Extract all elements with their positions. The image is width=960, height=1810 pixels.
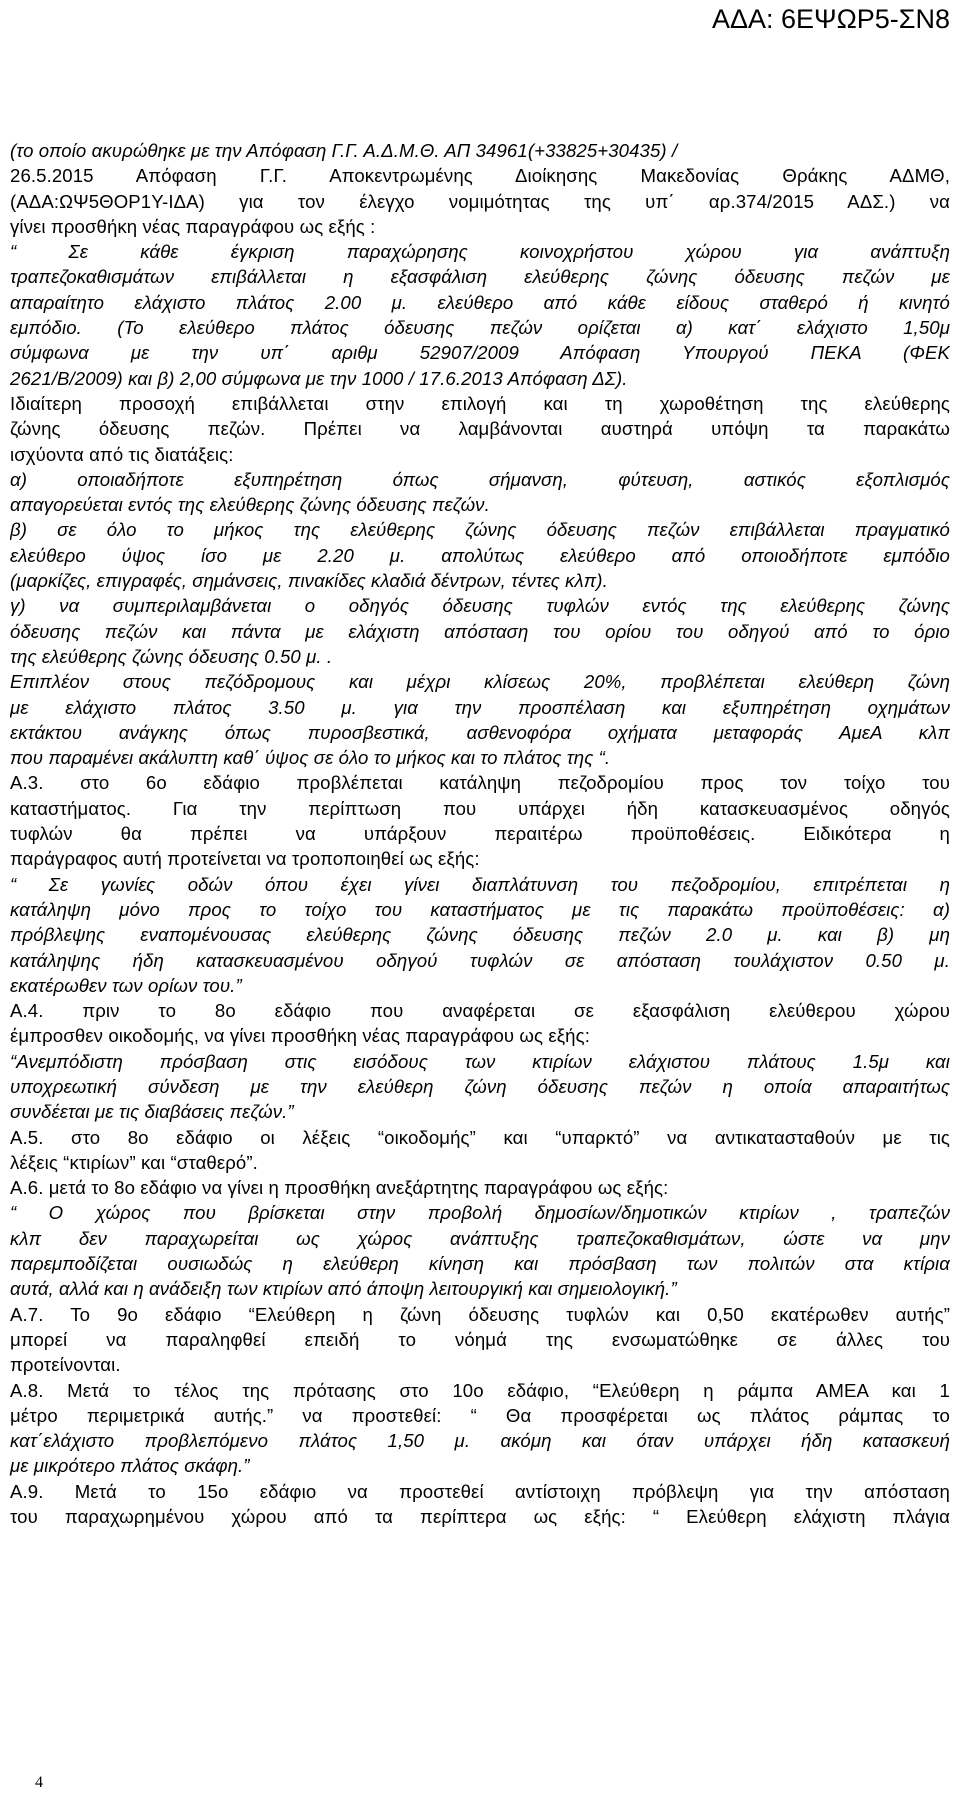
text-line: μπορεί να παραληφθεί επειδή το νόημά της ενσωματώθηκε σε άλλες του <box>10 1328 950 1350</box>
text-line: “Ανεμπόδιστη πρόσβαση στις εισόδους των κτιρίων ελάχιστου πλάτους 1.5μ και <box>10 1050 950 1072</box>
text-line: (το οποίο ακυρώθηκε με την Απόφαση Γ.Γ. Α.Δ.Μ.Θ. ΑΠ 34961(+33825+30435) / <box>10 140 678 161</box>
text-line: εκτάκτου ανάγκης όπως πυροσβεστικά, ασθενοφόρα οχήματα μεταφοράς ΑμεΑ κλπ <box>10 721 950 743</box>
text-line: κατ΄ελάχιστο προβλεπόμενο πλάτος 1,50 μ. ακόμη και όταν υπάρχει ήδη κατασκευή <box>10 1430 950 1452</box>
text-line: πρόβλεψης εναπομένουσας ελεύθερης ζώνης όδευσης πεζών 2.0 μ. και β) μη <box>10 924 950 946</box>
text-line: της ελεύθερης ζώνης όδευσης 0.50 μ. . <box>10 645 333 667</box>
text-line: όδευσης πεζών και πάντα με ελάχιστη απόσταση του ορίου του οδηγού από το όριο <box>10 620 950 642</box>
text-line: προτείνονται. <box>10 1354 121 1376</box>
text-line: τυφλών θα πρέπει να υπάρξουν περαιτέρω προϋποθέσεις. Ειδικότερα η <box>10 823 950 845</box>
page-number: 4 <box>35 1774 43 1791</box>
text-line: καταστήματος. Για την περίπτωση που υπάρχει ήδη κατασκευασμένος οδηγός <box>10 797 950 819</box>
text-line: απαραίτητο ελάχιστο πλάτος 2.00 μ. ελεύθερο από κάθε είδους σταθερό ή κινητό <box>10 291 950 313</box>
text-line: Α.9. Μετά το 15ο εδάφιο να προστεθεί αντίστοιχη πρόβλεψη για την απόσταση <box>10 1480 950 1502</box>
text-line: “ Ο χώρος που βρίσκεται στην προβολή δημοσίων/δημοτικών κτιρίων , τραπεζών <box>10 1202 950 1224</box>
text-line: παράγραφος αυτή προτείνεται να τροποποιηθεί ως εξής: <box>10 848 480 870</box>
text-line: Α.6. μετά το 8ο εδάφιο να γίνει η προσθήκη ανεξάρτητης παραγράφου ως εξής: <box>10 1177 669 1199</box>
text-line: μέτρο περιμετρικά αυτής.” να προστεθεί: “ Θα προσφέρεται ως πλάτος ράμπας το <box>10 1404 950 1426</box>
text-line: (ΑΔΑ:ΩΨ5ΘΟΡ1Υ-ΙΔΑ) για τον έλεγχο νομιμότητας της υπ΄ αρ.374/2015 ΑΔΣ.) να <box>10 190 950 212</box>
text-line: κατάληψη μόνο προς το τοίχο του καταστήματος με τις παρακάτω προϋποθέσεις: α) <box>10 898 950 920</box>
text-line: εκατέρωθεν των ορίων του.” <box>10 974 242 996</box>
document-body <box>10 138 950 1529</box>
text-line: έμπροσθεν οικοδομής, να γίνει προσθήκη νέας παραγράφου ως εξής: <box>10 1025 590 1047</box>
text-line: συνδέεται με τις διαβάσεις πεζών.” <box>10 1101 294 1123</box>
ada-header: ΑΔΑ: 6ΕΨΩΡ5-ΣΝ8 <box>711 4 950 34</box>
text-line: ισχύοντα από τις διατάξεις: <box>10 443 234 465</box>
text-line: με ελάχιστο πλάτος 3.50 μ. για την προσπέλαση και εξυπηρέτηση οχημάτων <box>10 696 950 718</box>
text-line: 26.5.2015 Απόφαση Γ.Γ. Αποκεντρωμένης Διοίκησης Μακεδονίας Θράκης ΑΔΜΘ, <box>10 165 950 187</box>
text-line: λέξεις “κτιρίων” και “σταθερό”. <box>10 1151 258 1173</box>
text-line: ελεύθερο ύψος ίσο με 2.20 μ. απολύτως ελεύθερο από οποιοδήποτε εμπόδιο <box>10 544 950 566</box>
text-line: Ιδιαίτερη προσοχή επιβάλλεται στην επιλογή και τη χωροθέτηση της ελεύθερης <box>10 392 950 414</box>
text-line: Α.5. στο 8ο εδάφιο οι λέξεις “οικοδομής” και “υπαρκτό” να αντικατασταθούν με τις <box>10 1126 950 1148</box>
text-line: 2621/Β/2009) και β) 2,00 σύμφωνα με την 1000 / 17.6.2013 Απόφαση ΔΣ). <box>10 367 628 389</box>
text-line: αυτά, αλλά και η ανάδειξη των κτιρίων από άποψη λειτουργική και σημειολογική.” <box>10 1278 677 1300</box>
text-line: με μικρότερο πλάτος σκάφη.” <box>10 1455 250 1477</box>
text-line: ζώνης όδευσης πεζών. Πρέπει να λαμβάνονται αυστηρά υπόψη τα παρακάτω <box>10 418 950 440</box>
text-line: β) σε όλο το μήκος της ελεύθερης ζώνης όδευσης πεζών επιβάλλεται πραγματικό <box>10 519 950 541</box>
text-line: Α.3. στο 6ο εδάφιο προβλέπεται κατάληψη πεζοδρομίου προς τον τοίχο του <box>10 772 950 794</box>
text-line: εμπόδιο. (Το ελεύθερο πλάτος όδευσης πεζών ορίζεται α) κατ΄ ελάχιστο 1,50μ <box>10 317 950 339</box>
text-line: κατάληψης ήδη κατασκευασμένου οδηγού τυφλών σε απόσταση τουλάχιστον 0.50 μ. <box>10 949 950 971</box>
text-line: γ) να συμπεριλαμβάνεται ο οδηγός όδευσης τυφλών εντός της ελεύθερης ζώνης <box>10 595 950 617</box>
text-line: του παραχωρημένου χώρου από τα περίπτερα ως εξής: “ Ελεύθερη ελάχιστη πλάγια <box>10 1506 950 1528</box>
text-line: α) οποιαδήποτε εξυπηρέτηση όπως σήμανση, φύτευση, αστικός εξοπλισμός <box>10 468 950 490</box>
text-line: κλπ δεν παραχωρείται ως χώρος ανάπτυξης τραπεζοκαθισμάτων, ώστε να μην <box>10 1227 950 1249</box>
text-line: Α.4. πριν το 8ο εδάφιο που αναφέρεται σε εξασφάλιση ελεύθερου χώρου <box>10 1000 950 1022</box>
text-line: γίνει προσθήκη νέας παραγράφου ως εξής : <box>10 215 376 237</box>
text-line: υποχρεωτική σύνδεση με την ελεύθερη ζώνη όδευσης πεζών η οποία απαραιτήτως <box>10 1075 950 1097</box>
text-line: Επιπλέον στους πεζόδρομους και μέχρι κλίσεως 20%, προβλέπεται ελεύθερη ζώνη <box>10 671 950 693</box>
text-line: (μαρκίζες, επιγραφές, σημάνσεις, πινακίδες κλαδιά δέντρων, τέντες κλπ). <box>10 570 608 592</box>
text-line: τραπεζοκαθισμάτων επιβάλλεται η εξασφάλιση ελεύθερης ζώνης όδευσης πεζών με <box>10 266 950 288</box>
text-line: “ Σε κάθε έγκριση παραχώρησης κοινοχρήστου χώρου για ανάπτυξη <box>10 241 950 263</box>
text-line: παρεμποδίζεται ουσιωδώς η ελεύθερη κίνηση και πρόσβαση των πολιτών στα κτίρια <box>10 1253 950 1275</box>
text-line: που παραμένει ακάλυπτη καθ΄ ύψος σε όλο το μήκος και το πλάτος της “. <box>10 747 611 769</box>
text-line: Α.7. Το 9ο εδάφιο “Ελεύθερη η ζώνη όδευσης τυφλών και 0,50 εκατέρωθεν αυτής” <box>10 1303 950 1325</box>
text-line: απαγορεύεται εντός της ελεύθερης ζώνης όδευσης πεζών. <box>10 494 490 516</box>
text-line: “ Σε γωνίες οδών όπου έχει γίνει διαπλάτυνση του πεζοδρομίου, επιτρέπεται η <box>10 873 950 895</box>
text-line: σύμφωνα με την υπ΄ αριθμ 52907/2009 Απόφαση Υπουργού ΠΕΚΑ (ΦΕΚ <box>10 342 950 364</box>
text-line: Α.8. Μετά το τέλος της πρότασης στο 10ο εδάφιο, “Ελεύθερη η ράμπα ΑΜΕΑ και 1 <box>10 1379 950 1401</box>
